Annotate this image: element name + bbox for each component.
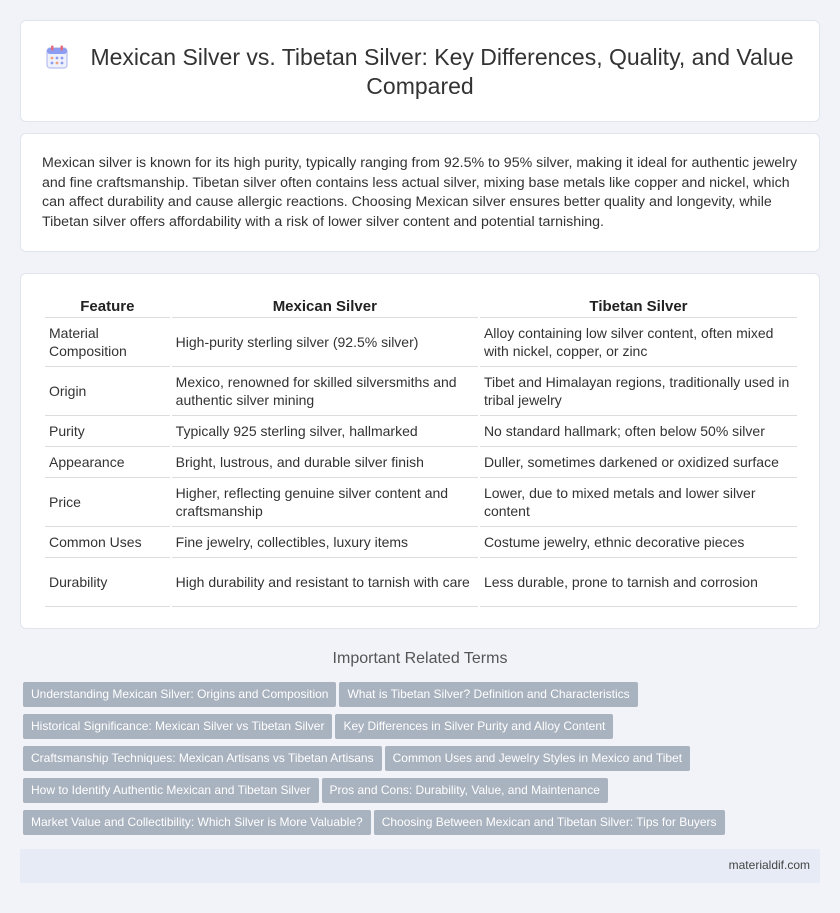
row-feature: Durability: [45, 558, 170, 607]
row-tibetan: Less durable, prone to tarnish and corrosion: [480, 558, 797, 607]
intro-paragraph: Mexican silver is known for its high purity, typically ranging from 92.5% to 95% silver, making it ideal for authentic jewelry and fine craftsmanship. Tibetan silver often contains less actual silver, mixing base metals like copper and nickel, which can affect durability and cause allergic reactions. Choosing Mexican silver ensures better quality and longevity, while Tibetan silver offers affordability with a risk of lower silver content and potential tarnishing.: [42, 155, 798, 230]
related-term-link[interactable]: Historical Significance: Mexican Silver vs Tibetan Silver: [23, 714, 332, 739]
related-term-link[interactable]: How to Identify Authentic Mexican and Tibetan Silver: [23, 778, 319, 803]
row-tibetan: Alloy containing low silver content, often mixed with nickel, copper, or zinc: [480, 318, 797, 367]
footer: [20, 849, 820, 883]
table-row: [45, 478, 797, 527]
row-tibetan: No standard hallmark; often below 50% silver: [480, 416, 797, 447]
table-header-row: [45, 296, 797, 318]
table-row: [45, 318, 797, 367]
header-mexican-silver: Mexican Silver: [172, 296, 478, 318]
row-feature: Origin: [45, 367, 170, 416]
row-tibetan: Duller, sometimes darkened or oxidized surface: [480, 447, 797, 478]
row-tibetan: Lower, due to mixed metals and lower silver content: [480, 478, 797, 527]
page-title-text: Mexican Silver vs. Tibetan Silver: Key Differences, Quality, and Value Compared: [90, 44, 794, 99]
row-feature: Common Uses: [45, 527, 170, 558]
row-tibetan: Costume jewelry, ethnic decorative pieces: [480, 527, 797, 558]
header-tibetan-silver: Tibetan Silver: [480, 296, 797, 318]
row-feature: Price: [45, 478, 170, 527]
related-terms-row: [23, 714, 743, 746]
footer-site-link[interactable]: materialdif.com: [728, 858, 810, 872]
intro-card: [20, 133, 820, 252]
related-terms-row: [23, 810, 743, 842]
table-row: [45, 416, 797, 447]
row-tibetan: Tibet and Himalayan regions, traditionally used in tribal jewelry: [480, 367, 797, 416]
related-term-link[interactable]: Choosing Between Mexican and Tibetan Silver: Tips for Buyers: [374, 810, 725, 835]
row-mexican: Fine jewelry, collectibles, luxury items: [172, 527, 478, 558]
table-row: [45, 367, 797, 416]
calendar-icon: [46, 45, 68, 69]
row-feature: Appearance: [45, 447, 170, 478]
page-title: [21, 43, 819, 101]
row-mexican: Mexico, renowned for skilled silversmiths and authentic silver mining: [172, 367, 478, 416]
related-term-link[interactable]: Craftsmanship Techniques: Mexican Artisans vs Tibetan Artisans: [23, 746, 382, 771]
comparison-card: [20, 273, 820, 629]
header-feature: Feature: [45, 296, 170, 318]
related-term-link[interactable]: Common Uses and Jewelry Styles in Mexico and Tibet: [385, 746, 690, 771]
table-row: [45, 447, 797, 478]
row-mexican: Bright, lustrous, and durable silver finish: [172, 447, 478, 478]
related-terms-heading: Important Related Terms: [332, 650, 508, 667]
row-feature: Purity: [45, 416, 170, 447]
related-terms-row: [23, 778, 743, 810]
related-terms-row: [23, 682, 743, 714]
related-term-link[interactable]: Market Value and Collectibility: Which Silver is More Valuable?: [23, 810, 371, 835]
related-term-link[interactable]: What is Tibetan Silver? Definition and Characteristics: [339, 682, 637, 707]
related-term-link[interactable]: Understanding Mexican Silver: Origins and Composition: [23, 682, 336, 707]
table-row: [45, 558, 797, 607]
related-term-link[interactable]: Key Differences in Silver Purity and Alloy Content: [335, 714, 613, 739]
row-feature: Material Composition: [45, 318, 170, 367]
title-card: [20, 20, 820, 122]
row-mexican: High-purity sterling silver (92.5% silver): [172, 318, 478, 367]
related-term-link[interactable]: Pros and Cons: Durability, Value, and Maintenance: [322, 778, 608, 803]
row-mexican: Typically 925 sterling silver, hallmarked: [172, 416, 478, 447]
row-mexican: Higher, reflecting genuine silver content and craftsmanship: [172, 478, 478, 527]
row-mexican: High durability and resistant to tarnish with care: [172, 558, 478, 607]
related-terms-row: [23, 746, 743, 778]
comparison-table: [43, 296, 799, 607]
table-row: [45, 527, 797, 558]
related-terms-list: [23, 682, 743, 842]
